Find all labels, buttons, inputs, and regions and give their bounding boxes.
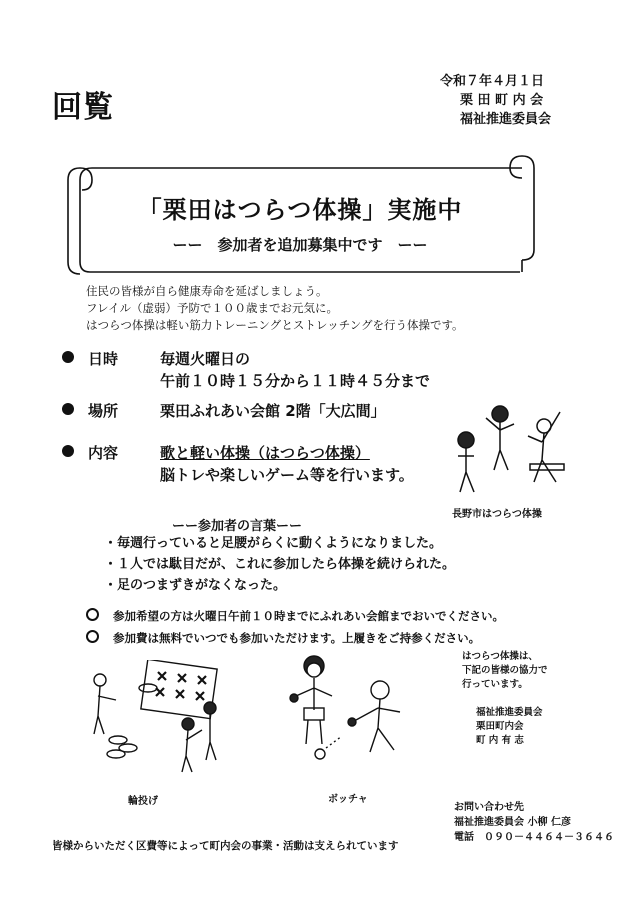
issuer-org-1: 栗 田 町 内 会 xyxy=(460,93,544,108)
detail-label: 内容 xyxy=(88,444,119,462)
bullet-icon xyxy=(62,403,74,415)
note-item: 参加希望の方は火曜日午前１０時までにふれあい会館までおいでください。 xyxy=(86,605,504,627)
banner-title: 「栗田はつらつ体操」実施中 xyxy=(137,196,463,224)
ringtoss-caption: 輪投げ xyxy=(128,796,158,807)
bullet-icon xyxy=(62,351,74,363)
voice-item: ・毎週行っていると足腰がらくに動くようになりました。 xyxy=(104,536,443,551)
issuer-org-2: 福祉推進委員会 xyxy=(460,112,552,127)
voices-list xyxy=(104,533,455,596)
kairan-heading: 回覧 xyxy=(52,90,114,125)
detail-datetime xyxy=(62,348,431,390)
detail-label: 場所 xyxy=(88,402,119,420)
detail-place xyxy=(62,400,386,421)
collab-line: 下記の皆様の協力で xyxy=(462,665,548,676)
contact-label: お問い合わせ先 xyxy=(454,802,524,813)
detail-value: 脳トレや楽しいゲーム等を行います。 xyxy=(160,466,414,484)
detail-value: 歌と軽い体操（はつらつ体操） xyxy=(160,444,370,462)
intro-line: フレイル（虚弱）予防で１００歳までお元気に。 xyxy=(86,301,338,315)
voices-heading: ーー参加者の言葉ーー xyxy=(172,519,303,534)
contact-block xyxy=(454,800,614,845)
exercise-caption: 長野市はつらつ体操 xyxy=(452,509,542,520)
voice-item: ・１人では駄目だが、これに参加したら体操を続けられた。 xyxy=(104,557,456,572)
issuer-block xyxy=(440,72,551,129)
ringtoss-illustration xyxy=(86,660,236,780)
notes-list xyxy=(86,605,504,649)
collab-line: はつらつ体操は、 xyxy=(462,651,538,662)
exercise-people-illustration xyxy=(448,400,576,500)
voice-item: ・足のつまずきがなくなった。 xyxy=(104,578,287,593)
banner-subtitle: ーー 参加者を追加募集中です ーー xyxy=(172,236,428,254)
detail-label: 日時 xyxy=(88,350,119,368)
collab-org: 福祉推進委員会 xyxy=(476,707,543,718)
issue-date: 令和７年４月１日 xyxy=(440,74,545,89)
circle-icon xyxy=(86,608,99,621)
intro-line: はつらつ体操は軽い筋力トレーニングとストレッチングを行う体操です。 xyxy=(86,318,464,332)
bullet-icon xyxy=(62,445,74,457)
collaboration-note xyxy=(462,650,548,748)
collab-line: 行っています。 xyxy=(462,679,528,690)
bocce-illustration xyxy=(282,652,432,770)
footer-note: 皆様からいただく区費等によって町内会の事業・活動は支えられています xyxy=(52,840,399,852)
intro-line: 住民の皆様が自ら健康寿命を延ばしましょう。 xyxy=(86,284,328,298)
collab-org: 町 内 有 志 xyxy=(476,735,524,746)
detail-value: 毎週火曜日の xyxy=(160,350,251,368)
detail-value: 栗田ふれあい会館 2階「大広間」 xyxy=(160,402,386,420)
contact-person: 福祉推進委員会 小柳 仁彦 xyxy=(454,817,571,828)
note-item: 参加費は無料でいつでも参加いただけます。上履きをご持参ください。 xyxy=(86,627,504,649)
circle-icon xyxy=(86,630,99,643)
detail-value: 午前１０時１５分から１１時４５分まで xyxy=(160,372,431,390)
bocce-caption: ボッチャ xyxy=(328,794,368,805)
contact-phone: 電話 ０９０－４４６４－３６４６ xyxy=(454,832,614,843)
detail-content xyxy=(62,442,414,484)
collab-org: 栗田町内会 xyxy=(476,721,524,732)
intro-text xyxy=(86,283,464,334)
